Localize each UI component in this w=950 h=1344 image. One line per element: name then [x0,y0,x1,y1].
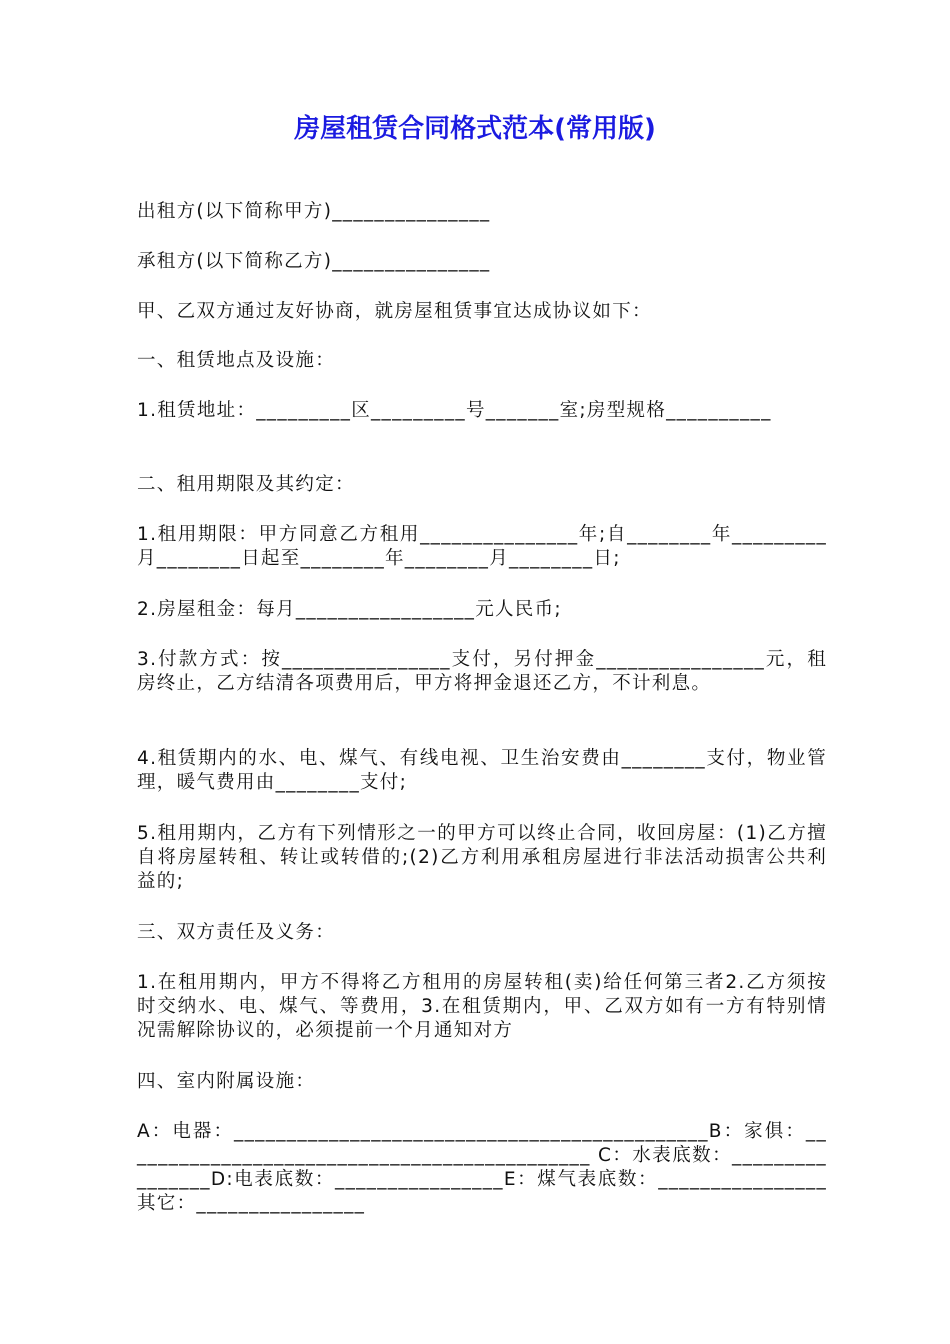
document-title: 房屋租赁合同格式范本(常用版) [294,114,656,144]
section-heading-term: 二、租用期限及其约定： [137,474,355,495]
clause-duties: 1.在租用期内，甲方不得将乙方租用的房屋转租(卖)给任何第三者2.乙方须按时交纳水、电、煤气、等费用，3.在租赁期内，甲、乙双方如有一方有特别情况需解除协议的，必须提前一个月通知对方 [137,972,827,1041]
clause-term: 1.租用期限：甲方同意乙方租用_______________年;自________年_________月________日起至________年________月________日; [137,524,827,569]
lessee-line: 承租方(以下简称乙方)_______________ [137,251,491,272]
section-heading-duties: 三、双方责任及义务： [137,922,336,943]
clause-utilities: 4.租赁期内的水、电、煤气、有线电视、卫生治安费由________支付，物业管理，暖气费用由________支付; [137,748,827,793]
clause-payment: 3.付款方式：按________________支付，另付押金________________元，租房终止，乙方结清各项费用后，甲方将押金退还乙方，不计利息。 [137,649,827,694]
lessor-line: 出租方(以下简称甲方)_______________ [137,201,491,222]
clause-rent: 2.房屋租金：每月_________________元人民币; [137,599,562,620]
section-heading-location: 一、租赁地点及设施： [137,350,336,371]
clause-termination: 5.租用期内，乙方有下列情形之一的甲方可以终止合同，收回房屋：(1)乙方擅自将房屋转租、转让或转借的;(2)乙方利用承租房屋进行非法活动损害公共利益的; [137,823,827,892]
section-heading-facilities: 四、室内附属设施： [137,1071,316,1092]
clause-facilities: A：电器：_____________________________________________B：家俱：_____________________________________________ C：水表底数：________________D:电表底数：________________E：煤气表底数：________________其它：________________ [137,1121,827,1214]
intro-paragraph: 甲、乙双方通过友好协商，就房屋租赁事宜达成协议如下： [137,301,652,322]
clause-address: 1.租赁地址：_________区_________号_______室;房型规格__________ [137,400,772,421]
